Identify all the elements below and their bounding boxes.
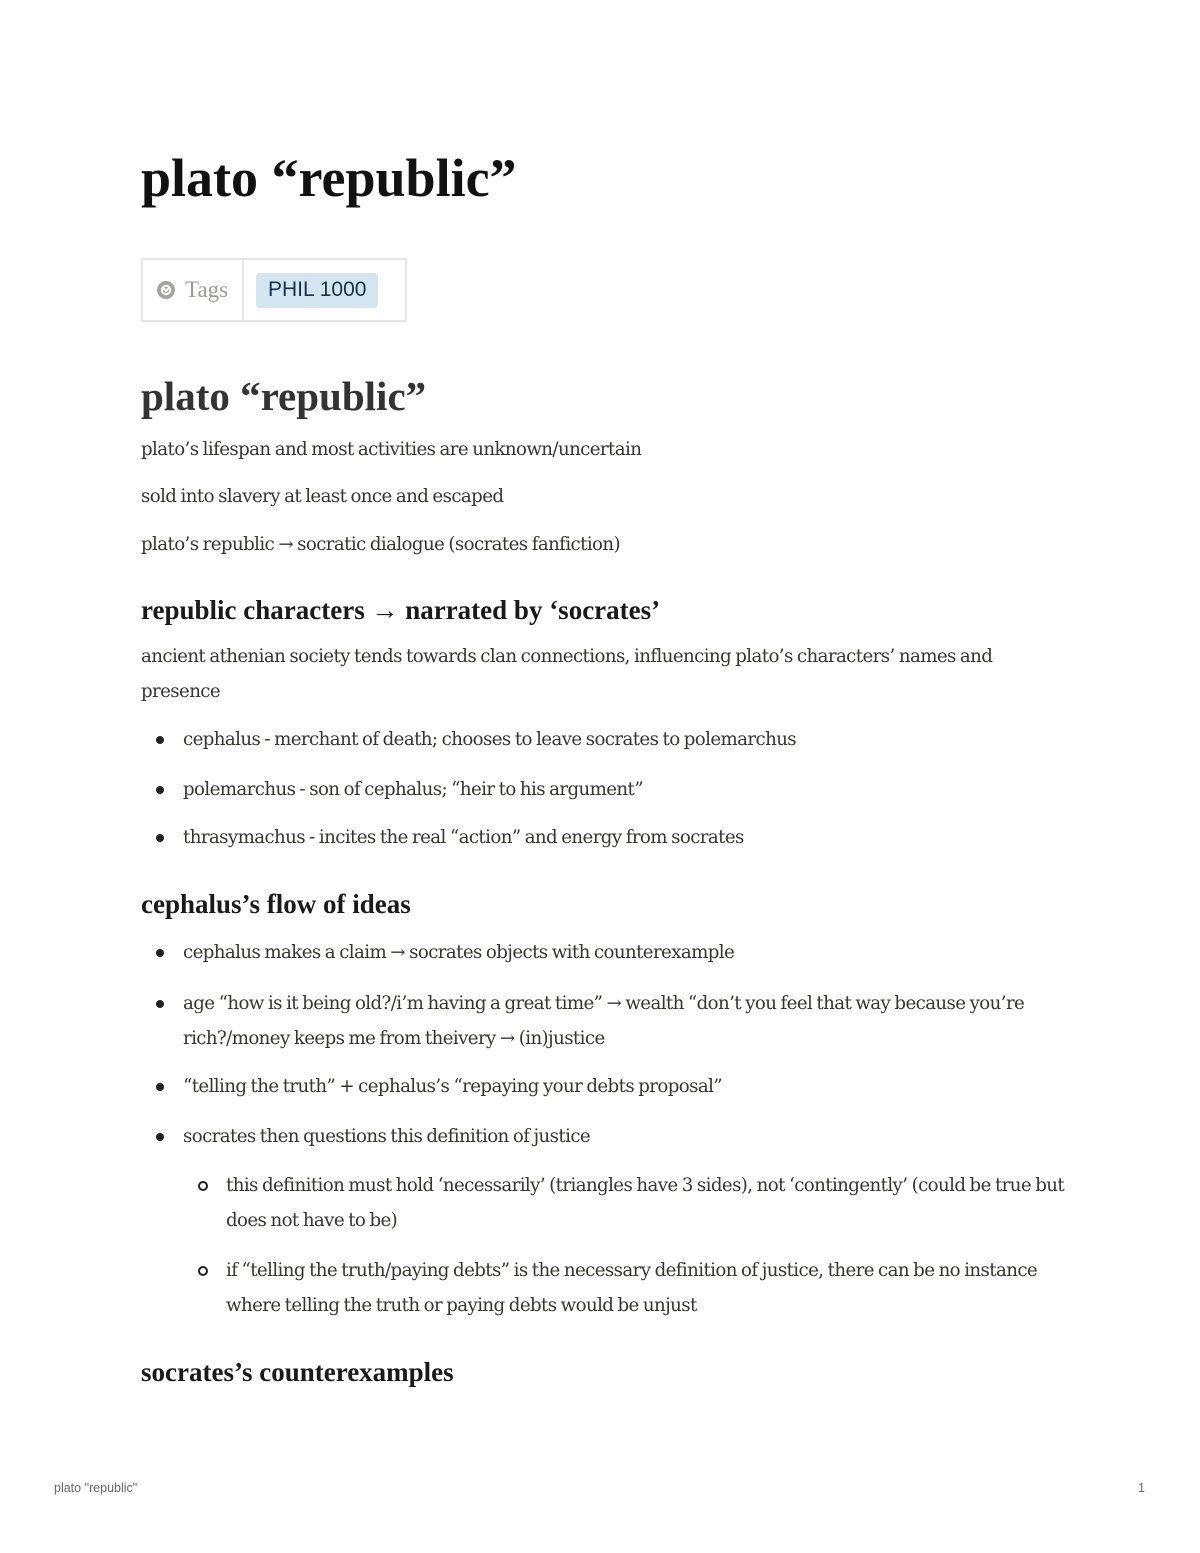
list-item: “telling the truth” + cephalus’s “repaying your debts proposal” <box>183 1076 722 1097</box>
footer-document-name: plato "republic" <box>54 1481 138 1495</box>
bullet-icon <box>156 1133 164 1141</box>
tags-property-icon <box>156 280 176 300</box>
list-item: cephalus - merchant of death; chooses to leave socrates to polemarchus <box>183 729 797 750</box>
bullet-icon <box>156 736 164 744</box>
sub-list-item: this definition must hold ‘necessarily’ (triangles have 3 sides), not ‘contingently’ (could be true but does not have to be) <box>226 1175 1065 1231</box>
list-item: socrates then questions this definition of justice <box>183 1126 591 1147</box>
list-item: polemarchus - son of cephalus; “heir to his argument” <box>183 779 643 800</box>
sub-list-item: if “telling the truth/paying debts” is the necessary definition of justice, there can be no instance where telling the truth or paying debts would be unjust <box>226 1260 1038 1316</box>
section-heading-cephalus: cephalus’s flow of ideas <box>141 889 411 919</box>
bullet-icon <box>156 949 164 957</box>
page-title: plato “republic” <box>141 148 517 208</box>
paragraph: plato’s lifespan and most activities are unknown/uncertain <box>141 439 642 460</box>
footer-page-number: 1 <box>1138 1481 1145 1495</box>
tag-badge[interactable]: PHIL 1000 <box>256 273 378 308</box>
sub-bullet-icon <box>198 1181 208 1191</box>
list-item: cephalus makes a claim → socrates objects with counterexample <box>183 942 735 963</box>
bullet-icon <box>156 834 164 842</box>
tags-label: Tags <box>185 277 229 302</box>
paragraph: ancient athenian society tends towards clan connections, influencing plato’s characters’ names and presence <box>141 646 993 702</box>
paragraph: sold into slavery at least once and escaped <box>141 486 504 507</box>
section-heading-main: plato “republic” <box>141 373 427 419</box>
section-heading-counterexamples: socrates’s counterexamples <box>141 1357 454 1387</box>
properties-table <box>141 258 407 322</box>
bullet-icon <box>156 1083 164 1091</box>
list-item: thrasymachus - incites the real “action” and energy from socrates <box>183 827 744 848</box>
section-heading-characters: republic characters → narrated by ‘socrates’ <box>141 595 661 625</box>
bullet-icon <box>156 786 164 794</box>
sub-bullet-icon <box>198 1266 208 1276</box>
paragraph: plato’s republic → socratic dialogue (socrates fanfiction) <box>141 534 621 555</box>
tags-property-value[interactable] <box>244 260 378 320</box>
bullet-icon <box>156 1000 164 1008</box>
tags-property-key <box>143 260 244 320</box>
list-item: age “how is it being old?/i’m having a great time” → wealth “don’t you feel that way because you’re rich?/money keeps me from theivery → (in)justice <box>183 993 1025 1049</box>
